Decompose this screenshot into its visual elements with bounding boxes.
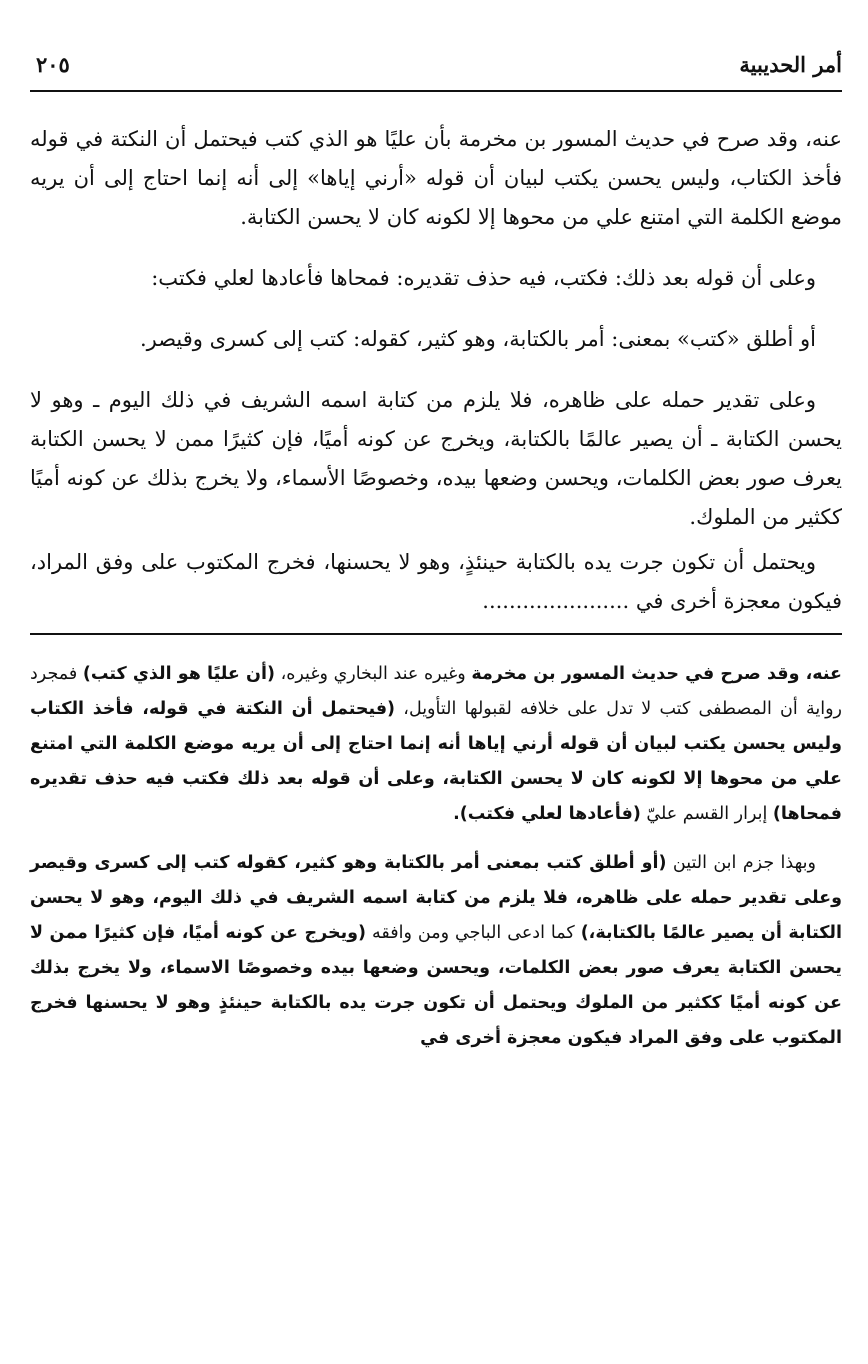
continuation-dots: ...................... (482, 589, 630, 613)
commentary-1-note-b: فمجرد رواية أن المصطفى كتب لا تدل على خلافه لقبولها التأويل، (30, 664, 842, 719)
main-paragraph-5 (30, 543, 842, 621)
commentary-2-note-a: وبهذا جزم ابن التين (666, 853, 816, 873)
main-text (30, 120, 842, 621)
main-paragraph-3: أو أطلق «كتب» بمعنى: أمر بالكتابة، وهو كثير، كقوله: كتب إلى كسرى وقيصر. (139, 327, 816, 351)
commentary-2-quote-b: (ويخرج عن كونه أميًا، فإن كثيرًا ممن لا يحسن الكتابة يعرف صور بعض الكلمات، ويحسن وضعها بيده وخصوصًا الاسماء، ولا يخرج بذلك عن كونه أميًا ككثير من الملوك ويحتمل أن تكون جرت يده بالكتابة حينئذٍ وهو لا يحسنها فخرج المكتوب على وفق المراد فيكون معجزة أخرى في (30, 923, 842, 1048)
commentary-1-note-c: إبرار القسم عليّ (640, 804, 773, 824)
page-number: ٢٠٥ (36, 52, 70, 77)
commentary-1-quote-b: (أن عليًا هو الذي كتب) (82, 664, 275, 684)
footnote-divider (30, 633, 842, 635)
book-page (30, 46, 842, 1070)
commentary-text (30, 657, 842, 1056)
main-paragraph-2: وعلى أن قوله بعد ذلك: فكتب، فيه حذف تقديره: فمحاها فأعادها لعلي فكتب: (151, 266, 816, 290)
main-paragraph-4: وعلى تقدير حمله على ظاهره، فلا يلزم من كتابة اسمه الشريف في ذلك اليوم ـ وهو لا يحسن الكتابة ـ أن يصير عالمًا بالكتابة، ويخرج عن كونه أميًا، فإن كثيرًا ممن لا يحسن الكتابة يعرف صور بعض الكلمات، ويحسن وضعها بيده، وخصوصًا الأسماء، ولا يخرج بذلك عن كونه أميًا ككثير من الملوك. (30, 388, 842, 529)
chapter-title: أمر الحديبية (739, 52, 842, 77)
commentary-paragraph-1 (30, 657, 842, 832)
commentary-1-quote-d: (فأعادها لعلي فكتب). (453, 804, 641, 824)
running-header (30, 46, 842, 92)
commentary-2-quote-a: (أو أطلق كتب بمعنى أمر بالكتابة وهو كثير، كقوله كتب إلى كسرى وقيصر وعلى تقدير حمله على ظاهره، فلا يلزم من كتابة اسمه الشريف في ذلك اليوم، وهو لا يحسن الكتابة أن يصير عالمًا بالكتابة،) (30, 853, 842, 943)
commentary-1-quote-a: عنه، وقد صرح في حديث المسور بن مخرمة (471, 664, 842, 684)
commentary-1-quote-c: (فيحتمل أن النكتة في قوله، فأخذ الكتاب وليس يحسن يكتب لبيان أن قوله أرني إياها أنه إنما احتاج إلى أن يريه موضع الكلمة التي امتنع علي من محوها إلا لكونه كان لا يحسن الكتابة، وعلى أن قوله بعد ذلك فكتب فيه حذف تقديره فمحاها) (30, 699, 842, 824)
commentary-paragraph-2 (30, 846, 842, 1056)
main-paragraph-5-text: ويحتمل أن تكون جرت يده بالكتابة حينئذٍ، وهو لا يحسنها، فخرج المكتوب على وفق المراد، فيكون معجزة أخرى في (30, 550, 842, 613)
main-paragraph-1: عنه، وقد صرح في حديث المسور بن مخرمة بأن عليًا هو الذي كتب فيحتمل أن النكتة في قوله فأخذ الكتاب، وليس يحسن يكتب لبيان أن قوله «أرني إياها» إلى أنه إنما احتاج إلى أن يريه موضع الكلمة التي امتنع علي من محوها إلا لكونه كان لا يحسن الكتابة. (30, 127, 842, 229)
commentary-2-note-b: كما ادعى الباجي ومن وافقه (366, 923, 581, 943)
commentary-1-note-a: وغيره عند البخاري وغيره، (274, 664, 472, 684)
